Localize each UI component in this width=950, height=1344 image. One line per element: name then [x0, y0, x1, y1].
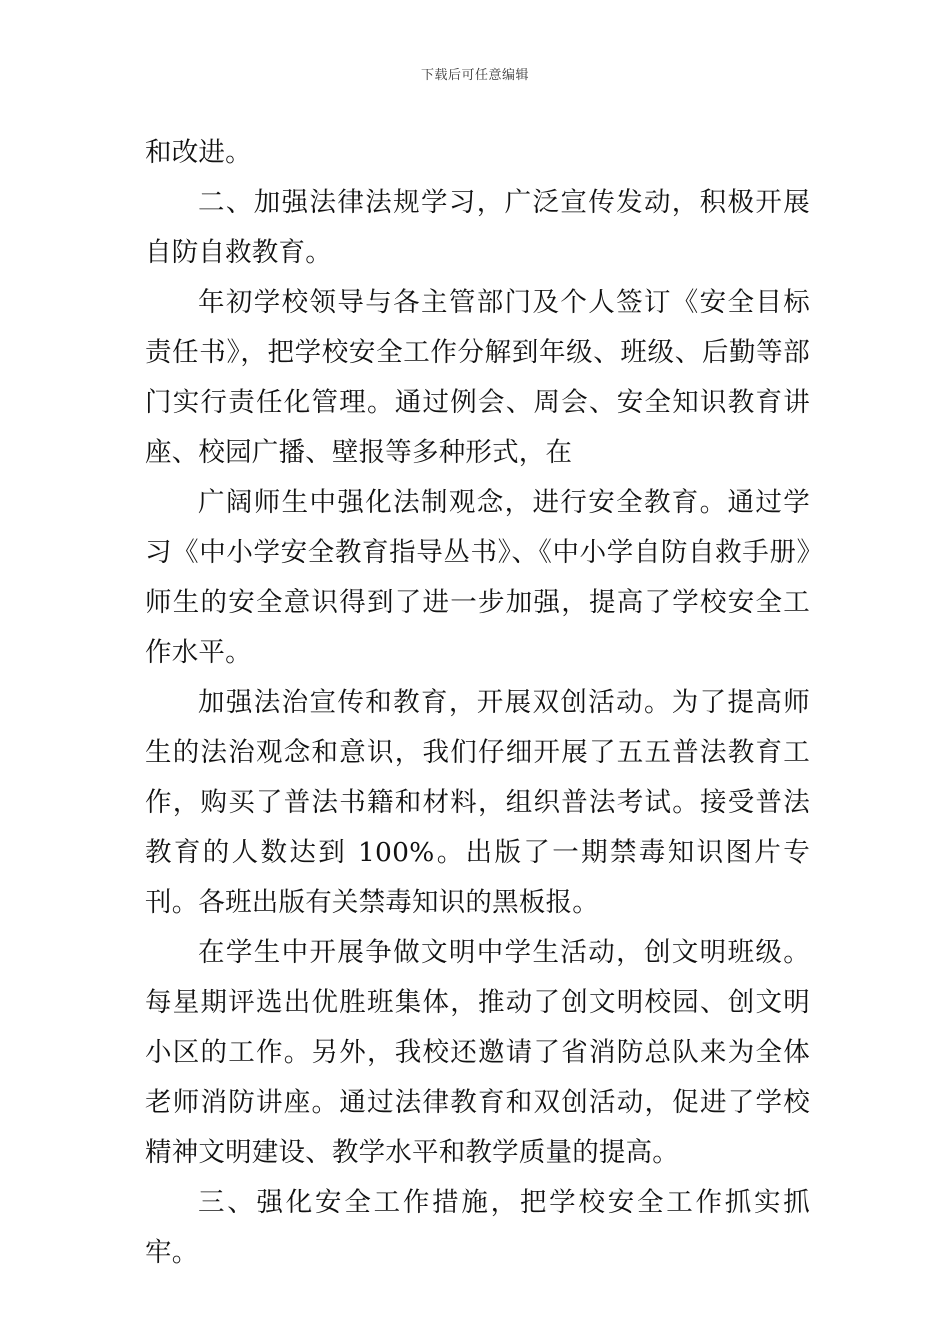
- page-header: 下载后可任意编辑: [420, 68, 529, 83]
- paragraph-1: 和改进。: [145, 137, 252, 168]
- paragraph-2: 二、加强法律法规学习，广泛宣传发动，积极开展自防自救教育。: [145, 187, 810, 268]
- paragraph-6: 在学生中开展争做文明中学生活动，创文明班级。每星期评选出优胜班集体，推动了创文明校园、创文明小区的工作。另外，我校还邀请了省消防总队来为全体老师消防讲座。通过法律教育和双创活动，促进了学校精神文明建设、教学水平和教学质量的提高。: [145, 937, 810, 1168]
- paragraph-4: 广阔师生中强化法制观念，进行安全教育。通过学习《中小学安全教育指导丛书》、《中小学自防自救手册》师生的安全意识得到了进一步加强，提高了学校安全工作水平。: [145, 487, 810, 668]
- document-body: [145, 128, 810, 1278]
- paragraph-7: 三、强化安全工作措施，把学校安全工作抓实抓牢。: [145, 1187, 810, 1268]
- paragraph-5: 加强法治宣传和教育，开展双创活动。为了提高师生的法治观念和意识，我们仔细开展了五五普法教育工作，购买了普法书籍和材料，组织普法考试。接受普法教育的人数达到 100%。出版了一期禁毒知识图片专刊。各班出版有关禁毒知识的黑板报。: [145, 687, 810, 918]
- paragraph-3: 年初学校领导与各主管部门及个人签订《安全目标责任书》，把学校安全工作分解到年级、班级、后勤等部门实行责任化管理。通过例会、周会、安全知识教育讲座、校园广播、壁报等多种形式，在: [145, 287, 810, 468]
